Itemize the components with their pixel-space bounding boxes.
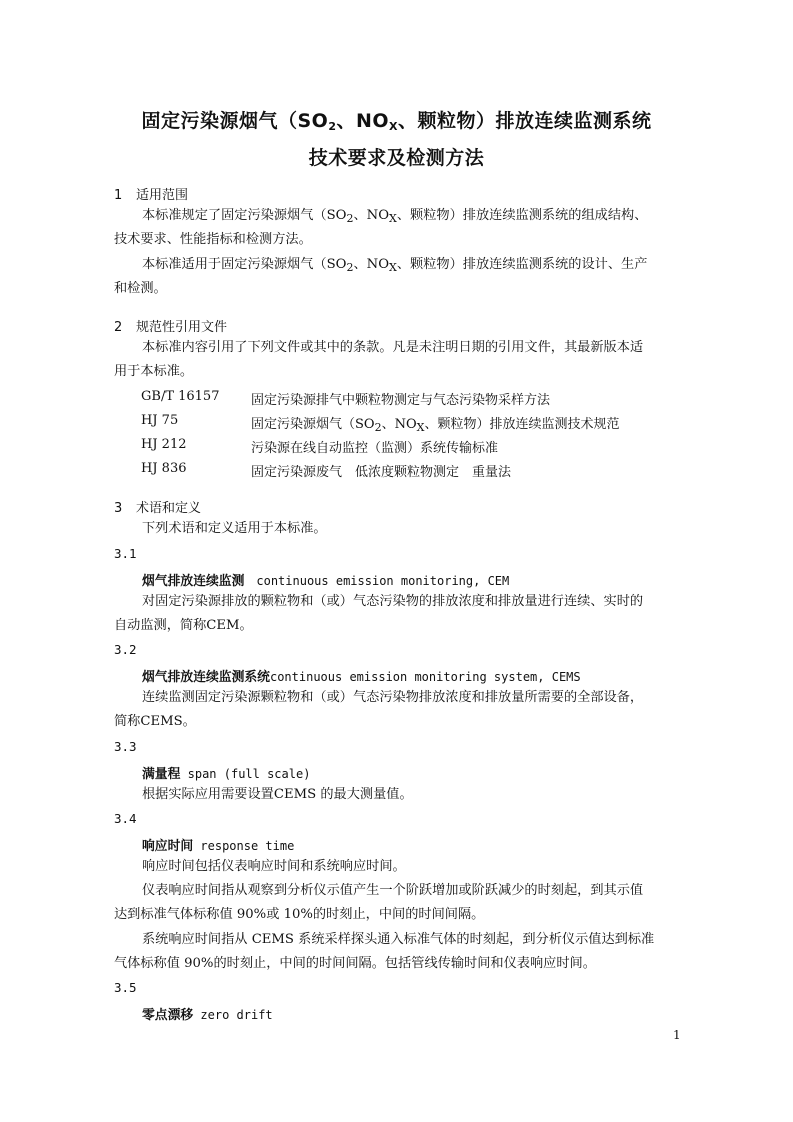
paragraph-line: 响应时间包括仪表响应时间和系统响应时间。	[142, 859, 406, 874]
paragraph-line: 达到标准气体标称值 90%或 10%的时刻止，中间的时间间隔。	[114, 907, 485, 922]
term-heading: 满量程 span (full scale)	[142, 767, 311, 782]
term-heading: 零点漂移 zero drift	[142, 1008, 273, 1023]
clause-number: 3.4	[114, 811, 137, 826]
section-heading-2: 2 规范性引用文件	[114, 320, 228, 335]
reference-title: 固定污染源废气 低浓度颗粒物测定 重量法	[251, 465, 512, 480]
paragraph-line: 下列术语和定义适用于本标准。	[142, 521, 327, 536]
reference-code: HJ 212	[141, 437, 187, 452]
paragraph-line: 气体标称值 90%的时刻止，中间的时间间隔。包括管线传输时间和仪表响应时间。	[114, 956, 596, 971]
paragraph-line: 用于本标准。	[114, 364, 194, 379]
document-title-line-1: 固定污染源烟气（$SO_2$、$NO_X$、颗粒物）排放连续监测系统	[141, 110, 652, 133]
term-heading: 烟气排放连续监测 continuous emission monitoring, CEM	[142, 574, 510, 589]
paragraph-line: 对固定污染源排放的颗粒物和（或）气态污染物的排放浓度和排放量进行连续、实时的	[142, 594, 644, 609]
reference-title: 污染源在线自动监控（监测）系统传输标准	[251, 441, 499, 456]
section-heading-1: 1 适用范围	[114, 188, 189, 203]
document-title-line-2: 技术要求及检测方法	[308, 147, 485, 169]
paragraph-line: 本标准内容引用了下列文件或其中的条款。凡是未注明日期的引用文件，其最新版本适	[142, 340, 644, 355]
paragraph-line: 根据实际应用需要设置CEMS 的最大测量值。	[142, 787, 413, 802]
reference-code: HJ 75	[141, 413, 179, 428]
page-number: 1	[673, 1028, 681, 1042]
paragraph-line: 系统响应时间指从 CEMS 系统采样探头通入标准气体的时刻起，到分析仪示值达到标准	[142, 932, 655, 947]
clause-number: 3.5	[114, 980, 137, 995]
clause-number: 3.3	[114, 739, 137, 754]
paragraph-line: 本标准适用于固定污染源烟气（$SO_2$、$NO_X$、颗粒物）排放连续监测系统的设计、生产	[142, 257, 648, 274]
term-heading: 响应时间 response time	[142, 839, 295, 854]
reference-code: GB/T 16157	[141, 389, 220, 404]
section-heading-3: 3 术语和定义	[114, 501, 202, 516]
paragraph-line: 自动监测，简称CEM。	[114, 618, 253, 633]
paragraph-line: 本标准规定了固定污染源烟气（$SO_2$、$NO_X$、颗粒物）排放连续监测系统的组成结构、	[142, 208, 648, 225]
clause-number: 3.1	[114, 546, 137, 561]
term-heading: 烟气排放连续监测系统continuous emission monitoring system, CEMS	[142, 670, 581, 685]
paragraph-line: 技术要求、性能指标和检测方法。	[114, 232, 312, 247]
paragraph-line: 和检测。	[114, 281, 167, 296]
clause-number: 3.2	[114, 642, 137, 657]
paragraph-line: 简称CEMS。	[114, 714, 196, 729]
paragraph-line: 仪表响应时间指从观察到分析仪示值产生一个阶跃增加或阶跃减少的时刻起，到其示值	[142, 883, 644, 898]
reference-title: 固定污染源烟气（$SO_2$、$NO_X$、颗粒物）排放连续监测技术规范	[251, 417, 620, 434]
reference-title: 固定污染源排气中颗粒物测定与气态污染物采样方法	[251, 393, 551, 408]
reference-code: HJ 836	[141, 461, 187, 476]
paragraph-line: 连续监测固定污染源颗粒物和（或）气态污染物排放浓度和排放量所需要的全部设备，	[142, 690, 644, 705]
